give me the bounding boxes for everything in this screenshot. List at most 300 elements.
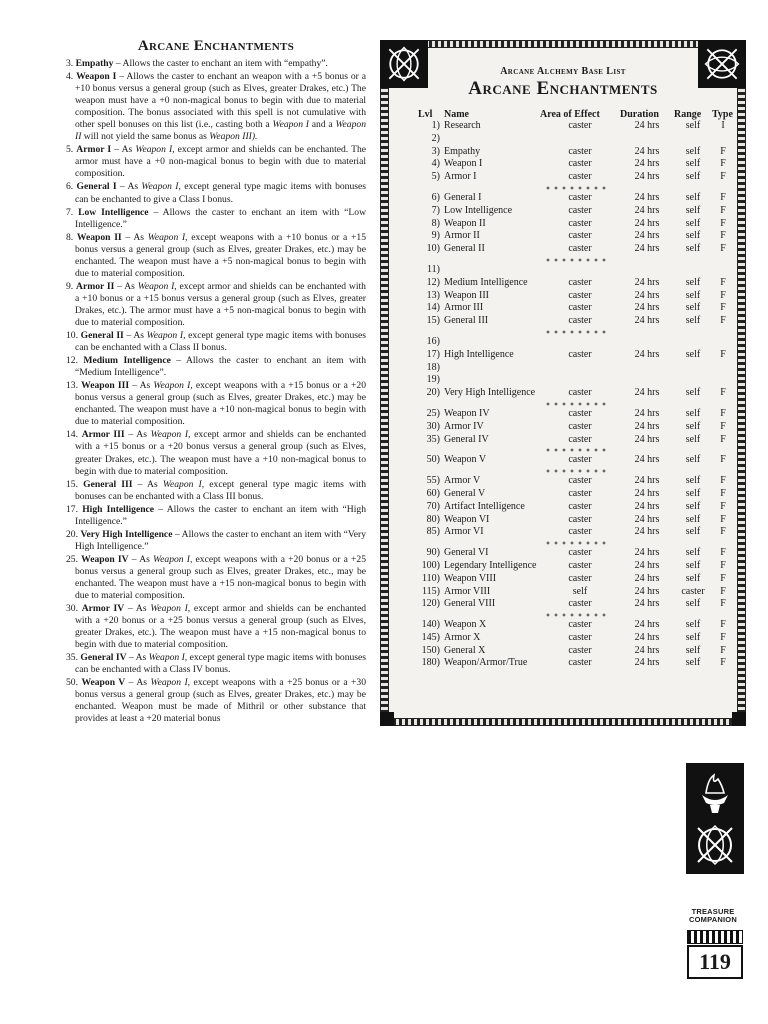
cell-area: caster [568, 420, 592, 432]
spell-text: – As [111, 144, 136, 156]
cell-level: 17) [426, 348, 440, 360]
spell-row [418, 230, 734, 243]
cell-duration: 24 hrs [634, 585, 660, 597]
cell-area [540, 336, 620, 349]
cell-name: Armor III [444, 302, 484, 314]
cell-area: caster [568, 526, 592, 538]
cell-range: self [685, 243, 701, 255]
spell-reference: Weapon III). [209, 131, 258, 143]
col-lvl: Lvl [418, 108, 433, 120]
col-area: Area of Effect [540, 108, 600, 120]
spell-reference: Weapon I, [150, 677, 191, 689]
separator-cell [418, 328, 734, 336]
cell-area: caster [568, 572, 592, 584]
cell-duration [620, 336, 674, 349]
spell-row [418, 632, 734, 645]
spell-text: except armor and shields can be enchanted. The armor must have a +0 non-magical bonus to begin with due to material composition. [75, 144, 367, 180]
spell-number: 13. [66, 380, 82, 392]
cell-duration: 24 hrs [634, 387, 660, 399]
spell-text: – As [128, 553, 154, 565]
box-border-left [380, 40, 389, 726]
cell-type: I [721, 120, 725, 131]
cell-type: F [720, 433, 726, 445]
row-separator [418, 256, 734, 264]
cell-duration: 24 hrs [634, 276, 660, 288]
cell-range: self [685, 513, 701, 525]
cell-area: caster [568, 631, 592, 643]
spell-number: 17. [66, 503, 83, 515]
spell-number: 8. [66, 231, 77, 243]
cell-level: 110) [422, 572, 440, 584]
cell-type: F [720, 572, 726, 584]
spell-text: – As [125, 677, 151, 689]
separator-cell [418, 400, 734, 408]
cell-duration [620, 133, 674, 146]
cell-level: 16) [426, 335, 440, 347]
cell-type [712, 336, 734, 349]
cell-name: Armor VI [444, 526, 484, 538]
cell-area: caster [568, 302, 592, 314]
cell-range: self [685, 120, 701, 131]
cell-area: caster [568, 230, 592, 242]
spell-row [418, 573, 734, 586]
cell-type: F [720, 348, 726, 360]
separator-ornament [544, 541, 608, 545]
cell-name: Armor V [444, 475, 481, 487]
spell-reference: Weapon I, [137, 280, 177, 292]
cell-type: F [720, 387, 726, 399]
cell-duration: 24 hrs [634, 500, 660, 512]
spell-number: 30. [66, 603, 82, 615]
spell-row [418, 501, 734, 514]
cell-duration: 24 hrs [634, 302, 660, 314]
spell-name: Weapon I [76, 71, 117, 83]
cell-type: F [720, 171, 726, 183]
cell-area: caster [568, 191, 592, 203]
entry-list [66, 58, 366, 726]
cell-type: F [720, 526, 726, 538]
cell-duration: 24 hrs [634, 454, 660, 466]
cell-type: F [720, 631, 726, 643]
cell-duration: 24 hrs [634, 407, 660, 419]
cell-type: F [720, 191, 726, 203]
cell-name: Very High Intelligence [444, 387, 536, 399]
knotwork-corner-icon [380, 712, 394, 726]
cell-range: self [685, 315, 701, 327]
cell-area: caster [568, 158, 592, 170]
spell-text: except general type magic items with bonuses can be enchanted with a Class II bonus. [75, 330, 366, 354]
cell-type: F [720, 230, 726, 242]
cell-area: caster [568, 657, 592, 669]
cell-type: F [720, 420, 726, 432]
cell-area: caster [568, 598, 592, 610]
cell-name: General IV [444, 433, 489, 445]
cell-level: 150) [421, 644, 440, 656]
cell-duration: 24 hrs [634, 559, 660, 571]
cell-area: caster [568, 315, 592, 327]
spell-description [66, 429, 366, 477]
cell-range: self [685, 171, 701, 183]
cell-area: self [572, 585, 588, 597]
spell-list-box [380, 40, 746, 726]
spell-description [66, 144, 366, 180]
spell-name: Very High Intelligence [80, 528, 173, 540]
cell-type: F [720, 204, 726, 216]
cell-duration: 24 hrs [634, 598, 660, 610]
cell-type: F [720, 158, 726, 170]
separator-cell [418, 611, 734, 619]
cell-name: General VI [444, 547, 489, 559]
col-name: Name [444, 108, 469, 120]
spell-name: General II [80, 330, 124, 342]
spell-row [418, 475, 734, 488]
spell-name: General IV [80, 652, 127, 664]
row-separator [418, 467, 734, 475]
cell-level: 35) [426, 433, 440, 445]
cell-area: caster [568, 145, 592, 157]
spell-reference: Weapon I, [148, 652, 188, 664]
cell-level: 50) [426, 454, 440, 466]
cell-range: self [685, 500, 701, 512]
spell-text: except general type magic items with bonuses can be enchanted to give a Class I bonus. [75, 181, 366, 205]
spell-name: Armor II [76, 280, 115, 292]
cell-duration: 24 hrs [634, 644, 660, 656]
cell-level: 30) [426, 420, 440, 432]
cell-duration: 24 hrs [634, 171, 660, 183]
cell-name: Artifact Intelligence [444, 500, 525, 512]
cell-type: F [720, 500, 726, 512]
spell-row [418, 302, 734, 315]
spell-text: except general type magic items with bonuses can be enchanted with a Class III bonus. [75, 478, 367, 502]
cell-name: High Intelligence [444, 348, 514, 360]
box-border-bottom [380, 718, 746, 726]
spell-description [66, 529, 366, 553]
spell-reference: Weapon I, [153, 380, 193, 392]
cell-type: F [720, 454, 726, 466]
cell-type: F [720, 315, 726, 327]
cell-name: Armor IV [444, 420, 484, 432]
cell-area: caster [568, 547, 592, 559]
cell-level: 145) [421, 631, 440, 643]
cell-level: 13) [426, 289, 440, 301]
cell-duration: 24 hrs [634, 547, 660, 559]
spell-number: 3. [66, 58, 76, 69]
row-separator [418, 184, 734, 192]
cell-range: self [685, 631, 701, 643]
spell-text: – Allows the caster to enchant an item with “High Intelligence.” [75, 503, 366, 527]
cell-duration: 24 hrs [634, 145, 660, 157]
spell-text: – As [124, 429, 151, 441]
cell-level: 55) [426, 475, 440, 487]
cell-name: General I [444, 191, 482, 203]
cell-name: Weapon V [444, 454, 487, 466]
spell-row [418, 560, 734, 573]
spell-reference: Weapon I, [153, 553, 193, 565]
spell-description [66, 677, 366, 725]
cell-duration [620, 374, 674, 387]
cell-area: caster [568, 204, 592, 216]
spell-row [418, 619, 734, 632]
cell-type: F [720, 487, 726, 499]
cell-range: self [685, 204, 701, 216]
cell-type: F [720, 276, 726, 288]
cell-type: F [720, 289, 726, 301]
spell-text: – As [124, 603, 151, 615]
cell-range: self [685, 547, 701, 559]
cell-level: 20) [426, 387, 440, 399]
spell-text: except weapons with a +15 bonus or a +20 bonus versus a general group (such as Elves, greater Drakes, etc.) may be enchanted. The weapon must have a +10 non-magical bonus to begin with due to material composition. [75, 380, 367, 428]
spell-row [418, 421, 734, 434]
cell-level: 100) [421, 559, 440, 571]
cell-range: self [685, 230, 701, 242]
cell-area: caster [568, 120, 592, 131]
spell-reference: Weapon I, [162, 478, 205, 490]
col-type: Type [712, 108, 733, 120]
cell-range: self [685, 657, 701, 669]
spell-reference: Weapon I, [141, 181, 181, 193]
cell-type: F [720, 644, 726, 656]
cell-level: 3) [431, 145, 440, 157]
spell-name: Armor III [81, 429, 125, 441]
spell-text: – As [132, 478, 163, 490]
cell-type: F [720, 475, 726, 487]
cell-level: 9) [431, 230, 440, 242]
cell-area: caster [568, 387, 592, 399]
spell-name: Weapon IV [81, 553, 129, 565]
spell-description [66, 71, 366, 143]
cell-name [444, 133, 540, 146]
spell-row [418, 598, 734, 611]
spell-row [418, 488, 734, 501]
cell-range: self [685, 158, 701, 170]
spell-name: Medium Intelligence [83, 355, 171, 367]
spell-text: – As [116, 181, 142, 193]
cell-type [712, 264, 734, 277]
cell-type: F [720, 217, 726, 229]
cell-duration: 24 hrs [634, 657, 660, 669]
cell-level: 80) [426, 513, 440, 525]
cell-name: Legendary Intelligence [444, 559, 537, 571]
spell-text: – As [126, 652, 149, 664]
cell-area: caster [568, 644, 592, 656]
row-separator [418, 611, 734, 619]
spell-text: – As [121, 231, 148, 243]
spell-number: 14. [66, 429, 82, 441]
cell-range: self [685, 387, 701, 399]
cell-range: self [685, 276, 701, 288]
cell-range: self [685, 598, 701, 610]
separator-ornament [544, 186, 608, 190]
cell-type [712, 374, 734, 387]
cell-range: self [685, 644, 701, 656]
spell-description [66, 603, 366, 651]
cell-name [444, 336, 540, 349]
cell-level: 90) [426, 547, 440, 559]
cell-duration: 24 hrs [634, 631, 660, 643]
spell-name: Weapon III [81, 380, 130, 392]
spell-name: General I [76, 181, 117, 193]
spell-number: 7. [66, 206, 79, 218]
flaming-brazier-icon [686, 763, 744, 821]
spell-description [66, 232, 366, 280]
spell-table [418, 108, 734, 670]
spell-row [418, 218, 734, 231]
cell-duration: 24 hrs [634, 158, 660, 170]
cell-name: Armor VIII [444, 585, 491, 597]
cell-range: caster [681, 585, 705, 597]
cell-range: self [685, 145, 701, 157]
cell-area: caster [568, 500, 592, 512]
separator-cell [418, 446, 734, 454]
row-separator [418, 446, 734, 454]
spell-row [418, 657, 734, 670]
spell-name: Empathy [75, 58, 114, 69]
cell-level: 25) [426, 407, 440, 419]
spell-text: will not yield the same bonus as [81, 131, 210, 143]
cell-duration: 24 hrs [634, 513, 660, 525]
spell-text: except weapons with a +20 bonus or a +25 bonus versus a general group such as Elves, greater Drakes, etc., may be enchanted. The weapon must have a +15 non-magical bonus to begin with due to material composition. [75, 553, 367, 602]
spell-description [66, 554, 366, 602]
cell-range [674, 336, 712, 349]
spell-row [418, 290, 734, 303]
separator-ornament [544, 258, 608, 262]
spell-number: 35. [66, 652, 81, 664]
spell-name: Armor IV [81, 603, 125, 615]
spell-row [418, 243, 734, 256]
spell-row [418, 264, 734, 277]
separator-ornament [544, 448, 608, 452]
spell-description [66, 652, 366, 676]
cell-range: self [685, 454, 701, 466]
cell-name: General II [444, 243, 485, 255]
spell-row [418, 120, 734, 133]
box-title: Arcane Enchantments [468, 78, 658, 99]
spell-text: – Allows the caster to enchant an item with “Medium Intelligence”. [75, 355, 367, 379]
spell-text: except weapons with a +10 bonus or a +15 bonus versus a general group (such as Elves, greater Drakes, etc.) may be enchanted. The weapon must have a +5 non-magical bonus to begin with due to material composition. [75, 231, 367, 279]
separator-ornament [544, 469, 608, 473]
cell-name: General V [444, 487, 486, 499]
cell-range: self [685, 191, 701, 203]
cell-type: F [720, 302, 726, 314]
cell-type: F [720, 145, 726, 157]
cell-name: Weapon/Armor/True [444, 657, 528, 669]
cell-level: 115) [422, 585, 440, 597]
spell-reference: Weapon I, [150, 429, 191, 441]
cell-level: 15) [426, 315, 440, 327]
cell-area: caster [568, 289, 592, 301]
cell-level: 140) [421, 619, 440, 631]
spell-number: 9. [66, 280, 77, 292]
spell-name: Low Intelligence [78, 206, 149, 218]
cell-name: Armor II [444, 230, 480, 242]
cell-name: General III [444, 315, 489, 327]
cell-duration: 24 hrs [634, 204, 660, 216]
cell-level: 70) [426, 500, 440, 512]
cell-range: self [685, 217, 701, 229]
cell-name [444, 264, 540, 277]
spell-row [418, 158, 734, 171]
spell-reference: Weapon I [272, 119, 309, 131]
spell-description [66, 181, 366, 205]
dragon-knot-icon [686, 816, 744, 874]
cell-area [540, 133, 620, 146]
spell-text: except general type magic items with bonuses can be enchanted with a Class IV bonus. [75, 652, 367, 676]
cell-duration: 24 hrs [634, 420, 660, 432]
spell-row [418, 387, 734, 400]
cell-name: Weapon VIII [444, 572, 497, 584]
cell-range: self [685, 433, 701, 445]
spell-row [418, 526, 734, 539]
cell-name: Weapon IV [444, 407, 490, 419]
cell-range: self [685, 487, 701, 499]
book-title-line2: COMPANION [689, 915, 737, 924]
spell-row [418, 171, 734, 184]
cell-level: 60) [426, 487, 440, 499]
cell-name: Weapon III [444, 289, 490, 301]
spell-description [66, 479, 366, 503]
spell-row [418, 362, 734, 375]
spell-number: 15. [66, 478, 84, 490]
spell-text: except armor and shields can be enchanted with a +10 bonus or a +15 bonus versus a general group (such as Elves, greater Drakes, etc.). The armor must have a +5 non-magical bonus to begin with due to material composition. [75, 280, 366, 328]
cell-name: Weapon I [444, 158, 483, 170]
cell-duration: 24 hrs [634, 619, 660, 631]
cell-area: caster [568, 407, 592, 419]
cell-area: caster [568, 454, 592, 466]
cell-range: self [685, 420, 701, 432]
separator-ornament [544, 330, 608, 334]
cell-name: Low Intelligence [444, 204, 513, 216]
col-duration: Duration [620, 108, 659, 120]
cell-duration: 24 hrs [634, 487, 660, 499]
spell-name: Armor I [76, 144, 112, 156]
cell-duration: 24 hrs [634, 120, 660, 131]
spell-text: and a [309, 119, 336, 131]
spell-number: 25. [66, 553, 82, 565]
spell-row [418, 277, 734, 290]
cell-range: self [685, 572, 701, 584]
cell-range: self [685, 407, 701, 419]
spell-row [418, 205, 734, 218]
left-heading: Arcane Enchantments [137, 38, 295, 54]
cell-duration: 24 hrs [634, 217, 660, 229]
cell-duration: 24 hrs [634, 230, 660, 242]
cell-type: F [720, 243, 726, 255]
spell-number: 6. [66, 181, 77, 193]
book-title-line1: TREASURE [691, 907, 735, 916]
cell-range: self [685, 289, 701, 301]
spell-number: 12. [66, 355, 84, 367]
spell-name: High Intelligence [82, 503, 155, 515]
spell-number: 5. [66, 144, 77, 156]
spell-number: 50. [66, 677, 82, 689]
separator-cell [418, 256, 734, 264]
cell-name: Armor I [444, 171, 477, 183]
cell-level: 1) [431, 120, 440, 131]
cell-range [674, 374, 712, 387]
cell-area: caster [568, 433, 592, 445]
cell-area: caster [568, 475, 592, 487]
spell-row [418, 133, 734, 146]
col-range: Range [674, 108, 702, 120]
spell-name: Weapon II [76, 231, 122, 243]
spell-description [66, 380, 366, 428]
spell-reference: Weapon II [75, 119, 366, 143]
cell-level: 5) [431, 171, 440, 183]
spell-row [418, 434, 734, 447]
cell-area: caster [568, 217, 592, 229]
spell-name: Weapon V [81, 677, 126, 689]
box-border-right [737, 40, 746, 726]
